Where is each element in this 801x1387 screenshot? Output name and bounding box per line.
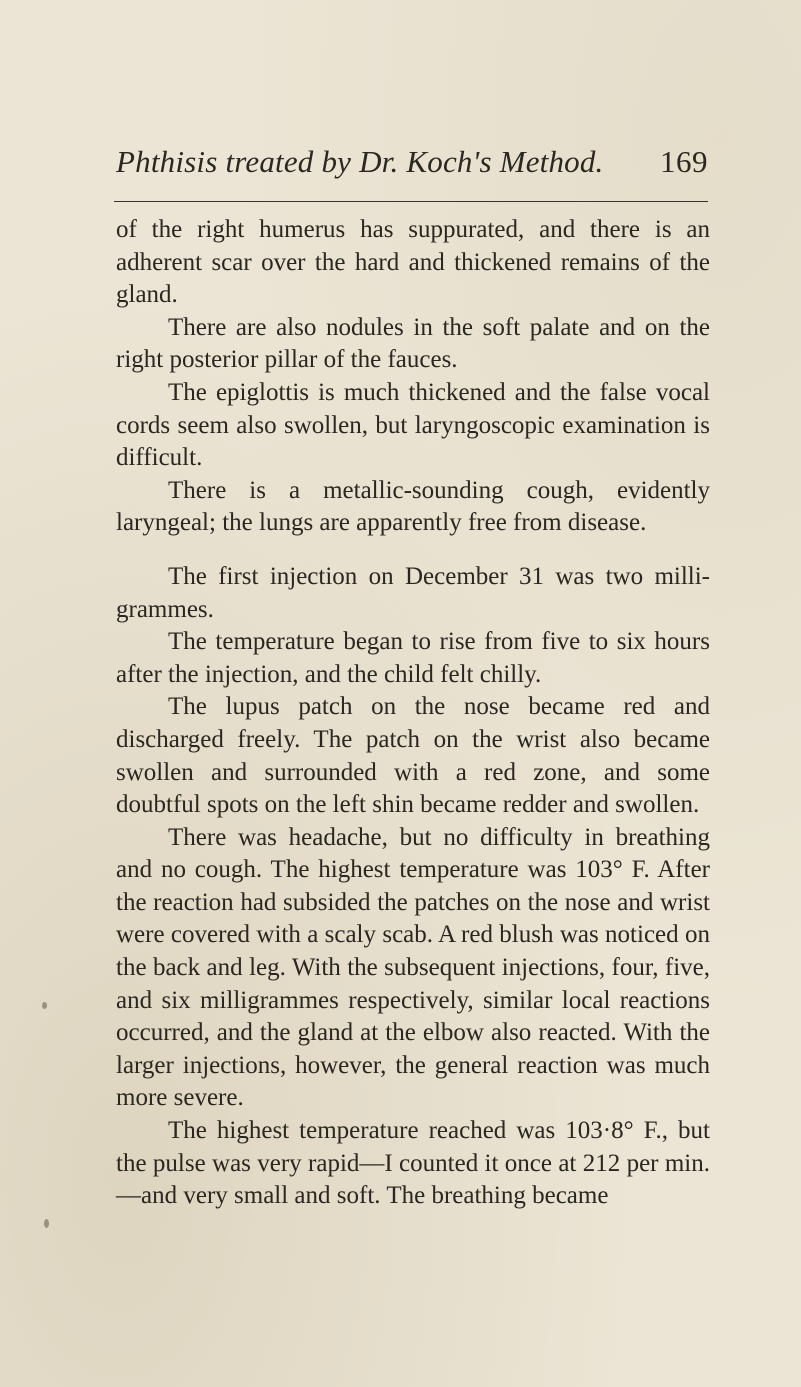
paragraph-continuation: of the right humerus has suppurated, and there is an adherent scar over the hard and thickened remains of the gland. — [116, 216, 710, 309]
paragraph: There are also nodules in the soft palate and on the right posterior pillar of the fauces. — [116, 313, 710, 374]
paragraph: The epiglottis is much thickened and the false vocal cords seem also swollen, but laryngoscopic examination is difficult. — [116, 378, 710, 472]
paragraph: The temperature began to rise from five to six hours after the injection, and the child felt chilly. — [116, 628, 710, 688]
body-text — [116, 214, 710, 1213]
paragraph: The first injection on December 31 was two milligrammes. — [116, 562, 710, 623]
header-rule — [114, 201, 708, 202]
ink-speck — [42, 1002, 47, 1009]
ink-speck — [44, 1219, 49, 1228]
running-head-title: Phthisis treated by Dr. Koch's Method. — [116, 144, 604, 179]
paragraph: The highest temperature reached was 103·8° F., but the pulse was very rapid—I counted it once at 212 per min.—and very small and soft. The breathing became — [116, 1117, 710, 1210]
running-head — [116, 140, 708, 184]
paragraph: The lupus patch on the nose became red and discharged freely. The patch on the wrist also became swollen and surrounded with a red zone, and some doubtful spots on the left shin became redder and swollen. — [116, 693, 710, 819]
paragraph: There was headache, but no difficulty in breathing and no cough. The highest temperature was 103° F. After the reaction had subsided the patches on the nose and wrist were covered with a scaly scab. A red blush was noticed on the back and leg. With the subsequent injections, four, five, and six milligrammes respectively, similar local reactions occurred, and the gland at the elbow also reacted. With the larger injections, however, the general reaction was much more severe. — [116, 823, 710, 1112]
paragraph: There is a metallic-sounding cough, evidently laryngeal; the lungs are apparently free from disease. — [116, 476, 710, 537]
page-number: 169 — [660, 144, 708, 179]
